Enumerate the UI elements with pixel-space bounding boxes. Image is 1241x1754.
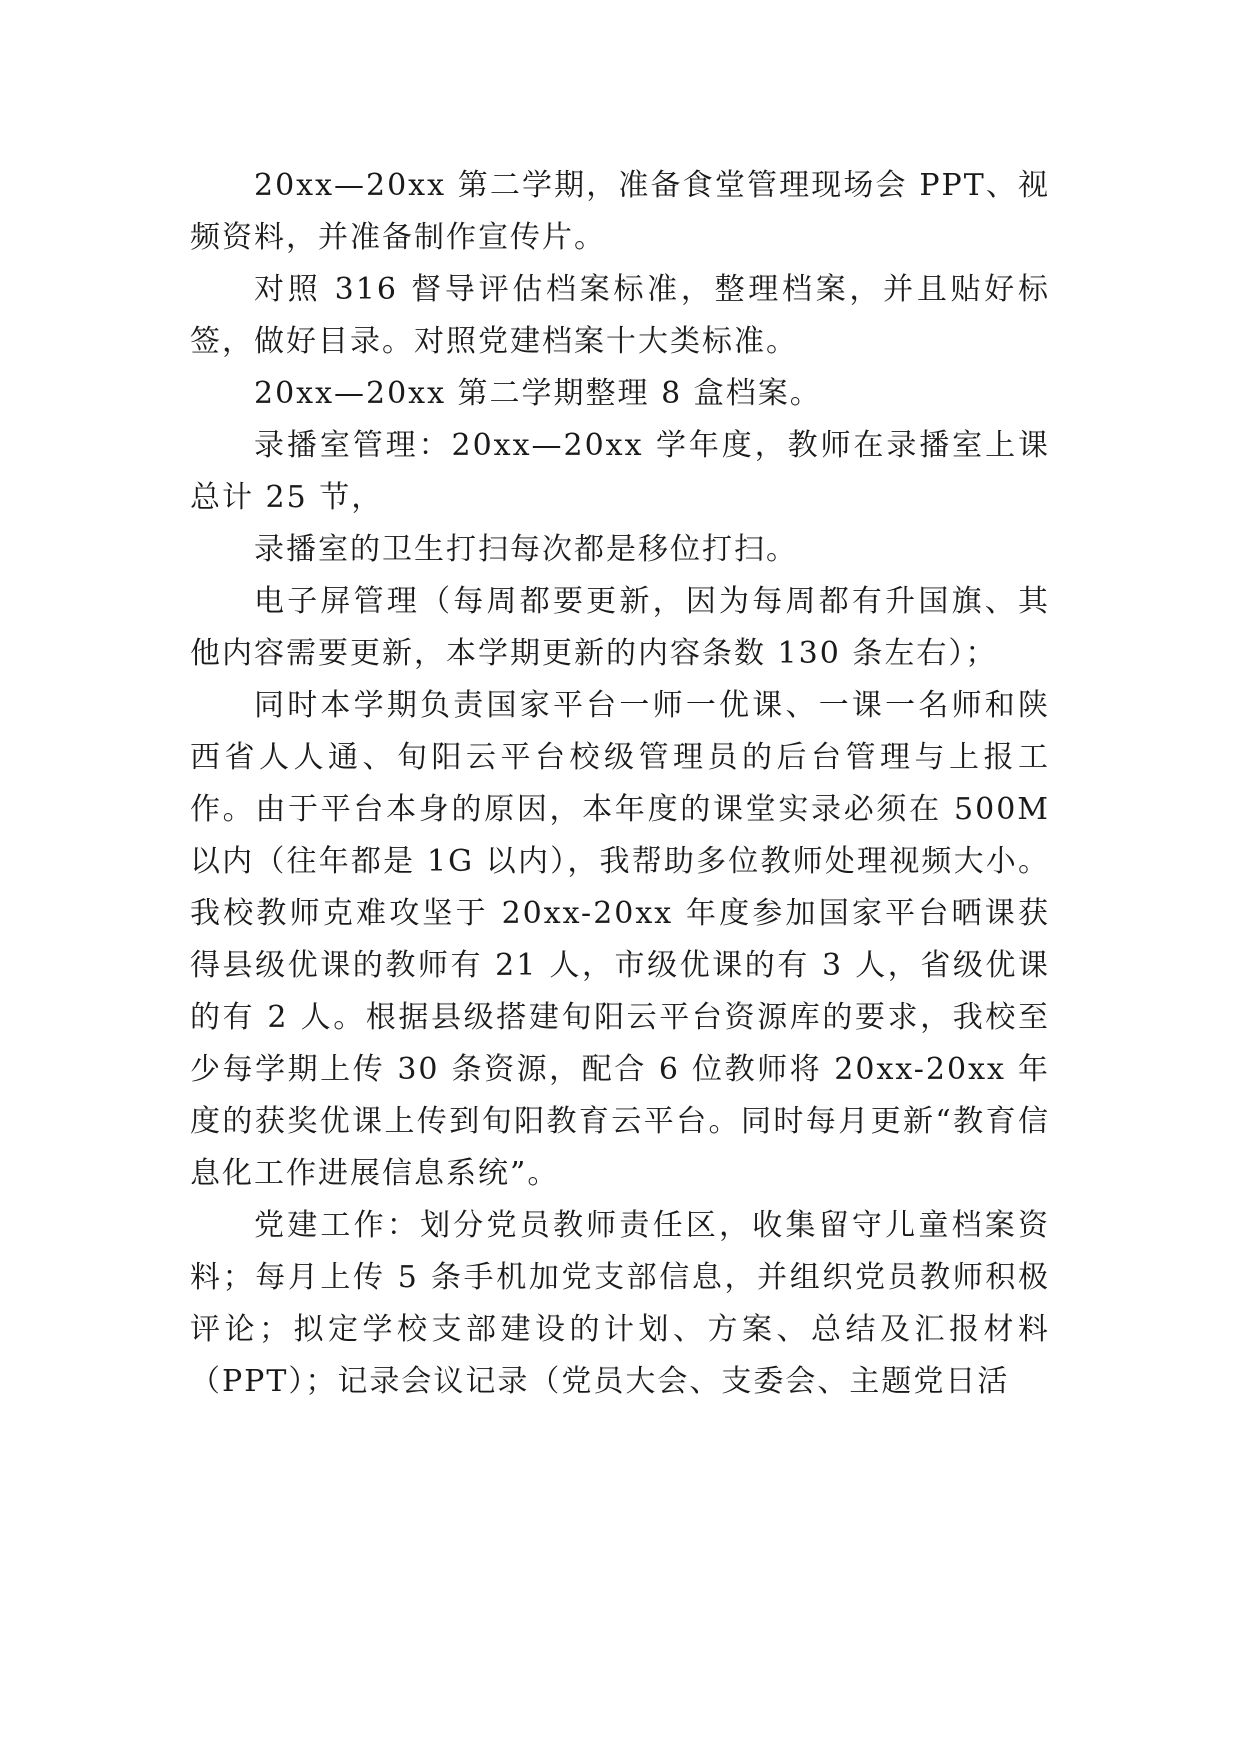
paragraph-platform-management: 同时本学期负责国家平台一师一优课、一课一名师和陕西省人人通、旬阳云平台校级管理员的后台管理与上报工作。由于平台本身的原因，本年度的课堂实录必须在 500M 以内（往年都是 1G 以内），我帮助多位教师处理视频大小。我校教师克难攻坚于 20xx-20xx 年度参加国家平台晒课获得县级优课的教师有 21 人，市级优课的有 3 人，省级优课的有 2 人。根据县级搭建旬阳云平台资源库的要求，我校至少每学期上传 30 条资源，配合 6 位教师将 20xx-20xx 年度的获奖优课上传到旬阳教育云平台。同时每月更新“教育信息化工作进展信息系统”。 — [190, 688, 1062, 1191]
paragraph-party-building: 党建工作：划分党员教师责任区，收集留守儿童档案资料；每月上传 5 条手机加党支部信息，并组织党员教师积极评论；拟定学校支部建设的计划、方案、总结及汇报材料（PPT）；记录会议记录（党员大会、支委会、主题党日活 — [190, 1208, 1050, 1399]
document-body — [190, 160, 1062, 1408]
paragraph-recording-room: 录播室管理：20xx—20xx 学年度，教师在录播室上课总计 25 节， — [190, 428, 1050, 515]
paragraph-archive-standards: 对照 316 督导评估档案标准，整理档案，并且贴好标签，做好目录。对照党建档案十大类标准。 — [190, 272, 1050, 359]
paragraph-archive-boxes: 20xx—20xx 第二学期整理 8 盒档案。 — [254, 376, 822, 411]
paragraph-electronic-screen: 电子屏管理（每周都要更新，因为每周都有升国旗、其他内容需要更新，本学期更新的内容条数 130 条左右）； — [190, 584, 1050, 671]
paragraph-recording-room-cleaning: 录播室的卫生打扫每次都是移位打扫。 — [254, 532, 798, 567]
paragraph-cafeteria-ppt: 20xx—20xx 第二学期，准备食堂管理现场会 PPT、视频资料，并准备制作宣传片。 — [190, 168, 1050, 255]
